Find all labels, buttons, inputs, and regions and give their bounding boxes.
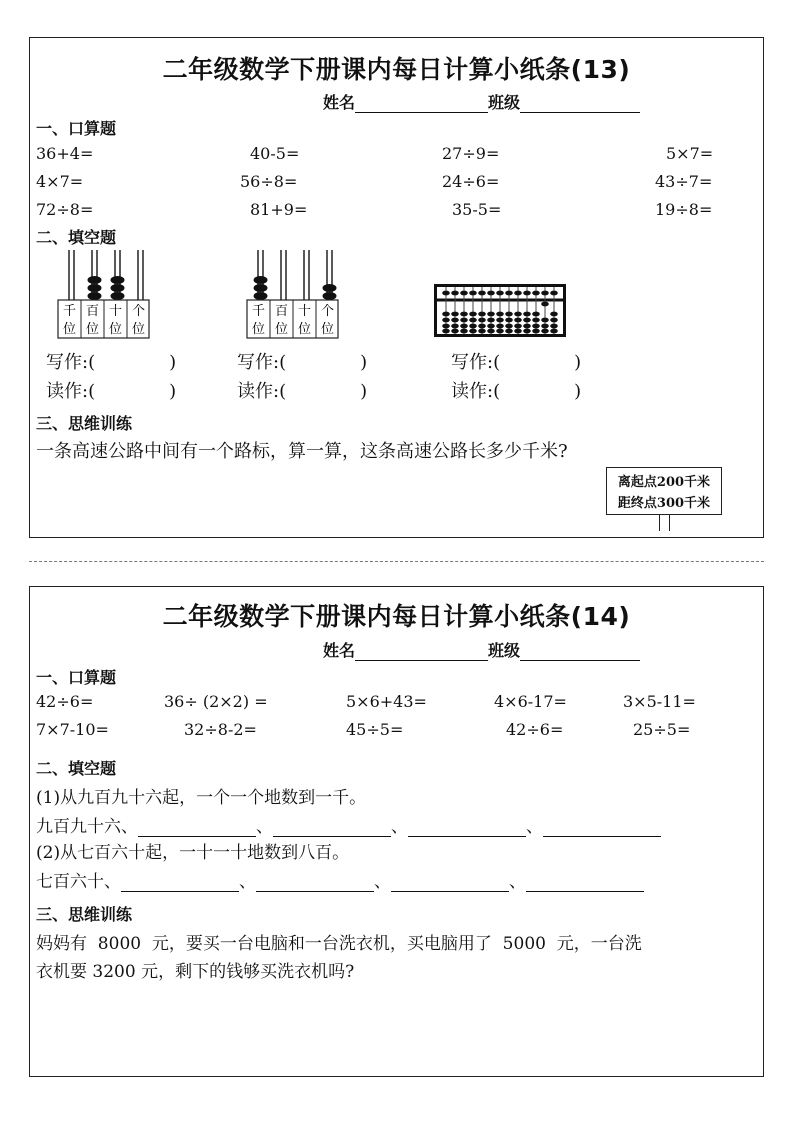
name-blank[interactable] [355,95,488,113]
close-paren: ) [360,381,368,402]
oral-item: 25÷5= [633,720,691,739]
place-label: 百 [85,304,100,319]
close-paren: ) [360,352,368,373]
card-title: 二年级数学下册课内每日计算小纸条(13) [162,55,631,84]
oral-item: 42÷6= [506,720,564,739]
oral-item: 5×7= [666,144,714,163]
write-line-1 [46,348,176,374]
close-paren: ) [169,352,177,373]
name-class-line [323,90,640,113]
name-blank[interactable] [355,643,488,661]
oral-item: 24÷6= [442,172,500,191]
name-label: 姓名 [323,93,356,112]
sign-line-1: 离起点200千米 [617,475,711,490]
oral-item: 35-5= [452,200,502,219]
oral-item: 19÷8= [655,200,713,219]
fill-answer-row-2 [36,867,644,892]
oral-item: 45÷5= [346,720,404,739]
sequence-start: 九百九十六、 [36,817,138,837]
answer-blank[interactable] [138,818,256,837]
oral-item: 7×7-10= [36,720,109,739]
question-text: 一条高速公路中间有一个路标，算一算，这条高速公路长多少千米? [36,441,568,462]
answer-blank[interactable] [273,818,391,837]
question-text-line-1: 妈妈有 8000 元，要买一台电脑和一台洗衣机，买电脑用了 5000 元，一台洗 [36,934,642,954]
answer-blank[interactable] [256,873,374,892]
name-class-line [323,638,640,661]
write-line-2 [237,348,367,374]
place-label: 位 [251,322,266,337]
name-label: 姓名 [323,641,356,660]
counting-frame-2 [243,248,339,344]
section-fill-heading: 二、填空题 [36,228,117,247]
oral-item: 40-5= [250,144,300,163]
fill-answer-row-1 [36,812,661,837]
sequence-start: 七百六十、 [36,872,121,892]
place-label: 个 [131,304,146,319]
place-label: 十 [297,304,312,319]
read-label: 读作:( [451,381,501,402]
oral-item: 72÷8= [36,200,94,219]
oral-item: 81+9= [250,200,308,219]
read-label: 读作:( [237,381,287,402]
oral-item: 43÷7= [655,172,713,191]
write-label: 写作:( [237,352,287,373]
section-oral-heading: 一、口算题 [36,668,117,687]
oral-item: 4×7= [36,172,84,191]
separator: 、 [391,817,408,837]
oral-item: 32÷8-2= [184,720,257,739]
sign-post [659,515,670,531]
write-label: 写作:( [46,352,96,373]
answer-blank[interactable] [408,818,526,837]
class-label: 班级 [488,93,521,112]
answer-blank[interactable] [391,873,509,892]
place-label: 位 [131,322,146,337]
close-paren: ) [574,381,582,402]
oral-item: 36+4= [36,144,94,163]
cut-line [29,561,764,562]
answer-blank[interactable] [121,873,239,892]
fill-question-2: (2)从七百六十起，一十一十地数到八百。 [36,843,350,863]
question-text-line-2: 衣机要 3200 元，剩下的钱够买洗衣机吗? [36,962,355,982]
answer-blank[interactable] [526,873,644,892]
oral-item: 36÷ (2×2) = [164,692,268,711]
section-thinking-heading: 三、思维训练 [36,414,133,433]
fill-question-1: (1)从九百九十六起，一个一个地数到一千。 [36,788,367,808]
oral-item: 56÷8= [240,172,298,191]
counting-frame-1 [54,248,150,344]
oral-item: 5×6+43= [346,692,427,711]
worksheet-card-14 [29,586,764,1077]
oral-item: 3×5-11= [623,692,696,711]
close-paren: ) [574,352,582,373]
place-label: 位 [62,322,77,337]
section-thinking-heading: 三、思维训练 [36,905,133,924]
write-line-3 [451,348,581,374]
separator: 、 [256,817,273,837]
place-label: 千 [62,304,77,319]
separator: 、 [239,872,256,892]
separator: 、 [509,872,526,892]
worksheet-card-13 [29,37,764,538]
read-line-1 [46,377,176,403]
oral-item: 4×6-17= [494,692,567,711]
separator: 、 [374,872,391,892]
oral-item: 42÷6= [36,692,94,711]
road-sign [606,467,722,515]
write-label: 写作:( [451,352,501,373]
answer-blank[interactable] [543,818,661,837]
section-oral-heading: 一、口算题 [36,119,117,138]
class-blank[interactable] [520,643,640,661]
read-line-3 [451,377,581,403]
place-label: 位 [320,322,335,337]
suanpan-abacus [434,284,566,338]
class-label: 班级 [488,641,521,660]
place-label: 十 [108,304,123,319]
place-label: 百 [274,304,289,319]
read-line-2 [237,377,367,403]
read-label: 读作:( [46,381,96,402]
sign-line-2: 距终点300千米 [617,496,711,511]
class-blank[interactable] [520,95,640,113]
card-title: 二年级数学下册课内每日计算小纸条(14) [162,602,631,631]
place-label: 个 [320,304,335,319]
separator: 、 [526,817,543,837]
section-fill-heading: 二、填空题 [36,759,117,778]
place-label: 位 [297,322,312,337]
close-paren: ) [169,381,177,402]
place-label: 千 [251,304,266,319]
place-label: 位 [274,322,289,337]
beads [254,276,337,300]
oral-item: 27÷9= [442,144,500,163]
place-label: 位 [108,322,123,337]
beads [88,276,125,300]
place-label: 位 [85,322,100,337]
